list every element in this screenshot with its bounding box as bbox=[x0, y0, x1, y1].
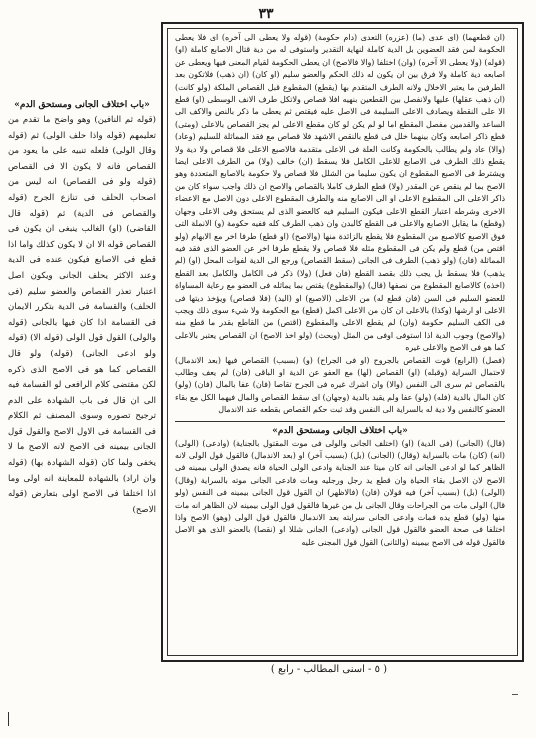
margin-heading-text: باب اختلاف الجانى ومستحق الدم bbox=[19, 100, 145, 110]
margin-commentary bbox=[8, 98, 156, 518]
margin-heading: «باب اختلاف الجانى ومستحق الدم» bbox=[14, 100, 150, 110]
scan-edge-mark bbox=[8, 712, 9, 726]
main-text-paragraph: (ان قطعهما) (اى عدى (ما) (عزره) التعدى (دام حكومة) (قوله ولا يعطى الى آخره) اى فلا يعطى الحكومة لمن فقد العضوين بل الدية كاملة لنهاية التقدير واستوفى له من دية قتال الاصابع كاملة (او) (قوله) (ولا يعطى الا آخره) (وان) اختلفا (والا فالاصح) ان يعطى الحكومة لقيام المعنى فيها ويعطى عن اصابعه دية كاملة ولا فرق بين ان يكون له ذلك الحكم والعضو سليم (او كان) (ان ذهب) فلاتكون بعد الطرفين ما يعتبر الاخلال ولانه الطرف المتقدم بها (يقطع) المقطوع قبل القصاص الملكة (ولو كانت) (ان ذهب عقلها) عليها ولانفصل بين القطعين بنهيه افلا قصاص ولاتكل طرف الانف الوسطى (او) قطع الا على النقطة ويصادف الاعلى السليمة فى الاصل عليه فيقتص ثم يعطى ما ذكر بالنص والاكف الى الساعد والقدمين مفصل المقطع اما لو لم يكن لو كان مقطع الاعلى لم يجز القصاص بالاعلى (ومتى) قطع ذاكر اصابعه وكان بينهما خلل فى قطع بالنقص الاشهد فلا قصاص مع فقد المماثلة للسليم (وعاد) (والا) عاد ولم يطالب بالحكومة وكانت العلة فى الاعلى متقدمة فالاصبع الاعلى فلا قصاص ولا دية ولا يقطع ذلك الطرف فى الاصابع للاعلى الكامل فلا يسقط (ان) خالف (ولا) من الطرف الاعلى ايضا ويشترط فى الاصبع المقطوع ان يكون سليما من الشلل فلا قصاص ولا حكومة بالاصابع المتعددة وهو الاصح بما لم ينقص عن المقدر (ولا) قطع الطرف كاملا بالقصاص والاصح ان ذلك واجب سواء كان من ذاكر الاعلى الى المقطوع الاعلى او الى الاصابع منه والطرف المقطوع الاعلى دون الاصل مع الاعضاء الاخرى وشرطه اعتبار القطع الاعلى فيكون السليم فيه كالعضو الذى لم يستحق وفى الاعلى وجهان (وقطع) ما يقابل الاصابع والاعلى فى القطع كالبدن وان ذهب الطرف كله ففيه حكومة (و) الانملة التى فوق الاصبع كالاصبع من المقطوع فلا يقطع بالزائدة منها (والاصح) (او قطع) طرفا اخر مع الابهام (ولو اقتص من) قطع ولم يكن فى المقطوع مثله فلا قصاص ولا يقطع طرفا اخر عن العضو الذى فقد فيه المماثلة (فان) (ولو ذهب) الطرف فى الجانى (سقط القصاص) ورجع الى الدية لفوات المحل (او) (لم يذهب) فلا يسقط بل يجب ذلك بقصد القطع (فان فعل) (ولا) ذكر فى الكامل والكامل بعد القطع (اخذه) كالاصابع المقطوع من نصفها (قال) (والمقطوع) يقتص بما يماثله فى العضو مع رعاية المساواة للعضو السليم فى السن (فان قطع له) من الاعلى (الاصبع) او (اليد) (فلا قصاص) ويؤخذ ديتها فى الاعلى او ارشها (وكذا) بالاعلى ان كان من الاعلى اكمل (قطع) مع الحكومة ولا شيء سوى ذلك ويجب فى الكف السليم حكومة (وان) لم يقطع الاعلى والمقطوع (اقتص) من القاطع بقدر ما قطع منه (والاصح) وجوب الدية اذا استوفى اوفى من المثل (وبحث) (ولو اخذ الاصح) ان القصاص يعتبر بالاعلى كما هو فى الاصح والاعلى غيره bbox=[175, 33, 505, 353]
margin-commentary-text: (قوله ثم النافين) وهو واضح ما تقدم من تعليمهم (قوله واذا حلف الولى) ثم (قوله وقال الولى) فلعله تنبيه على ما يعود من القصاص فانه لا يكون الا فى القصاص (قوله ولو فى القصاص) انه ليس من اصحاب الحلف فى تنازع الجرح (قوله والقصاص فى الدية) ثم (قوله قال القاضى) (او) الغالب ينبغى ان يكون فى القصاص قوله الا ان لا يكون كذلك واما اذا قطع فى الاصابع فيكون عنده فى الدية وعند الاكثر يحلف الجانى ويكون اصل اعتبار تعذر القصاص والعضو سليم (فى الحلف) والقسامة فى الدية بتكرر الايمان فى القسامة اذا كان فيها بالجانى (قوله والولى) القول قول الولى (قوله الا) (قوله ولو ادعى الجانى) (قوله) ولو قال القصاص كما هو فى الاصح الذى ذكره لكن مقتضى كلام الرافعى لو القسامة فيه الى ان قال فى باب الشهادة على الدم ترجيح تصوره وسوى المصنف ثم الكلام فى القسامة فى الاول الاصح والقول قول الجانى بيمينه فى الاصح لانه الاصح ما لا يخفى ولما كان (قوله الشهادة بها) (قوله وان اراد) بالشهادة للمعاينة انه اولى وما اذا اختلفا فى الاصح اولى بتعارض (قوله الاصح) bbox=[8, 115, 156, 515]
chapter-title: «باب اختلاف الجانى ومستحق الدم» bbox=[272, 425, 408, 436]
divider bbox=[175, 421, 505, 422]
page-number: ٣٣ bbox=[258, 6, 274, 22]
main-text-body bbox=[175, 32, 505, 549]
scan-edge-mark bbox=[512, 694, 518, 695]
main-text-paragraph: (قال) (الجانى) (فى الدية) (او) (اختلف الجانى والولى فى موت المقتول بالجناية) (وادعى) (الولى) (انه) (كان) مات بالسراية (وقال) (الجانى) (بل) (بسبب آخر) او (بعد الاندمال) فالقول قول الولى لانه الظاهر كما لو ادعى الجانى انه كان ميتا عند الجناية وادعى الولى الحياة فانه يصدق الولى بيمينه فى الاصح لان الاصل بقاء الحياة وان قطع يد رجل ورجليه ومات فادعى الجانى موته بالسراية (وقال) (الولى) (بل) (بسبب آخر) فيه قولان (فان) (فالاظهر) ان القول قول الجانى بيمينه فى النفس (ولو قال) الولى مات من الجراحات وقال الجانى بل من غيرها فالقول قول الولى بيمينه لان الظاهر انه مات منها (ولو) قطع يده فمات وادعى الجانى سرايته بعد الاندمال فالقول قول الولى (وهو) الاصح واذا اختلفا فى صحة العضو فالقول قول الجانى (وادعى) الجانى شللا او (نقصا) بالعضو الذى هو الاصل فالقول قوله فى الاصح بيمينه (والثانى) القول قول المجنى عليه bbox=[175, 438, 505, 547]
main-text-paragraph: (فصل) (الرابع) قوت القصاص بالجروح (او فى الجراح) (و) (بسبب) القصاص فيها (بعد الاندمال) لاحتمال السراية (وقبله) (او) القصاص (لها) مع العفو عن الدية او الباقى (فان) لم يعف وطالب بالقصاص ثم سرى الى النفس (والا) وان اشرك غيره فى الجرح تقاصا (فان) عفا بالمال (فان) (ولو) كان المال بالدية (فله) (ولو) عفا ولم يقيد بالدية (وجهان) اى سقط القصاص والمال فيهما الكل مع بقاء العضو كالنفس ولا دية له بالسراية الى النفس وقد ثبت حكم القصاص بقطعه عند الاندمال bbox=[175, 355, 505, 415]
chapter-title-text: باب اختلاف الجانى ومستحق الدم bbox=[277, 425, 403, 436]
footer-signature: ( ٥ - اسنى المطالب - رابع ) bbox=[270, 664, 388, 675]
main-text-frame bbox=[161, 22, 524, 662]
